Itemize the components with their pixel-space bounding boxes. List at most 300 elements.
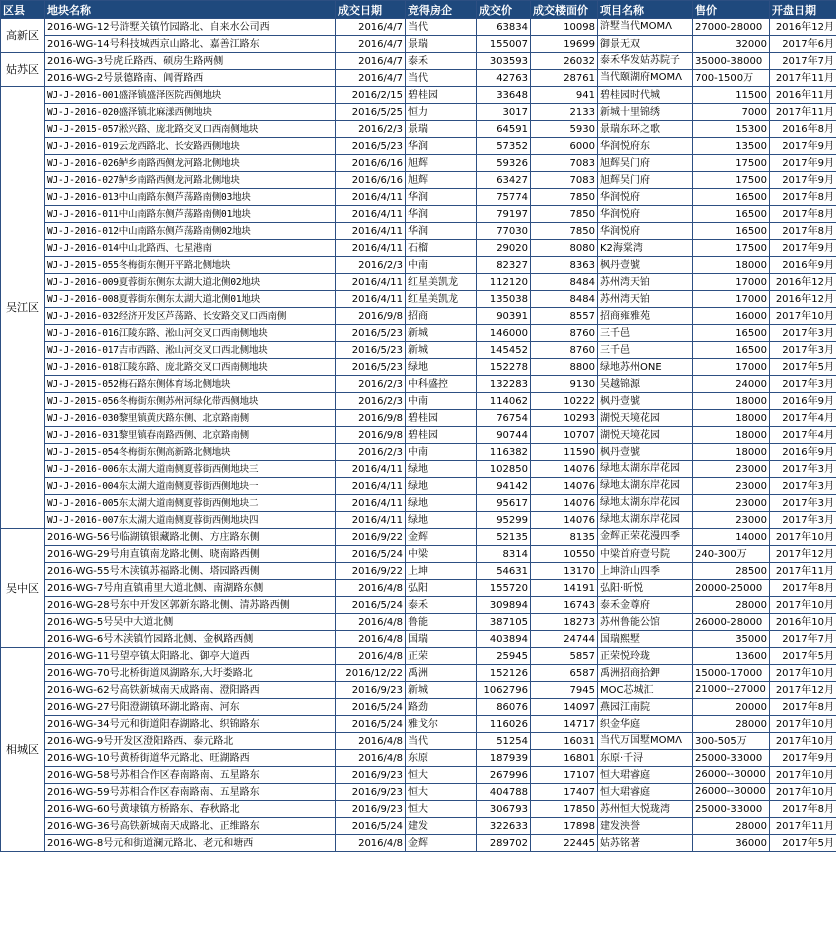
deal-price-cell: 95617 <box>477 495 531 512</box>
floor-price-cell: 7083 <box>531 172 598 189</box>
plot-name-cell: 2016-WG-11号望亭镇太阳路北、御亭大道西 <box>45 648 336 665</box>
deal-price-cell: 90744 <box>477 427 531 444</box>
deal-price-cell: 303593 <box>477 53 531 70</box>
deal-date-cell: 2016/9/8 <box>336 410 406 427</box>
opening-date-cell: 2016年12月 <box>770 274 836 291</box>
deal-price-cell: 1062796 <box>477 682 531 699</box>
plot-name-cell: WJ-J-2015-052梅石路东侧体育场北侧地块 <box>45 376 336 393</box>
deal-price-cell: 63834 <box>477 19 531 36</box>
developer-cell: 中南 <box>406 444 477 461</box>
project-name-cell: 绿地太湖东岸花园 <box>598 512 693 529</box>
developer-cell: 鲁能 <box>406 614 477 631</box>
project-name-cell: 苏州湾天铂 <box>598 274 693 291</box>
project-name-cell: 泰禾金尊府 <box>598 597 693 614</box>
deal-date-cell: 2016/2/3 <box>336 121 406 138</box>
table-row <box>1 614 836 631</box>
opening-date-cell: 2017年12月 <box>770 546 836 563</box>
header-district: 区县 <box>1 1 45 19</box>
deal-price-cell: 152126 <box>477 665 531 682</box>
deal-date-cell: 2016/4/11 <box>336 240 406 257</box>
opening-date-cell: 2017年12月 <box>770 682 836 699</box>
project-name-cell: 当代万国墅MOMΛ <box>598 733 693 750</box>
floor-price-cell: 7850 <box>531 206 598 223</box>
opening-date-cell: 2017年3月 <box>770 376 836 393</box>
project-name-cell: 新城十里锦绣 <box>598 104 693 121</box>
developer-cell: 金辉 <box>406 529 477 546</box>
table-row <box>1 495 836 512</box>
plot-name-cell: WJ-J-2016-004东太湖大道南侧夏蓉街西侧地块一 <box>45 478 336 495</box>
deal-date-cell: 2016/4/7 <box>336 36 406 53</box>
deal-price-cell: 75774 <box>477 189 531 206</box>
floor-price-cell: 8363 <box>531 257 598 274</box>
project-name-cell: 恒大珺睿庭 <box>598 767 693 784</box>
plot-name-cell: WJ-J-2016-019云龙西路北、长安路西侧地块 <box>45 138 336 155</box>
plot-name-cell: WJ-J-2016-014中山北路西、七星港南 <box>45 240 336 257</box>
deal-price-cell: 114062 <box>477 393 531 410</box>
developer-cell: 泰禾 <box>406 597 477 614</box>
sale-price-cell: 240-300万 <box>693 546 770 563</box>
deal-date-cell: 2016/12/22 <box>336 665 406 682</box>
project-name-cell: 建发泱誉 <box>598 818 693 835</box>
table-row <box>1 291 836 308</box>
deal-date-cell: 2016/4/11 <box>336 478 406 495</box>
developer-cell: 绿地 <box>406 512 477 529</box>
deal-price-cell: 187939 <box>477 750 531 767</box>
floor-price-cell: 7945 <box>531 682 598 699</box>
floor-price-cell: 7850 <box>531 223 598 240</box>
opening-date-cell: 2017年3月 <box>770 495 836 512</box>
opening-date-cell: 2017年3月 <box>770 512 836 529</box>
developer-cell: 恒大 <box>406 801 477 818</box>
district-cell: 吴中区 <box>1 529 45 648</box>
table-row <box>1 240 836 257</box>
deal-date-cell: 2016/4/7 <box>336 53 406 70</box>
opening-date-cell: 2017年11月 <box>770 70 836 87</box>
deal-price-cell: 116026 <box>477 716 531 733</box>
table-row <box>1 835 836 852</box>
deal-date-cell: 2016/4/11 <box>336 512 406 529</box>
plot-name-cell: 2016-WG-9号开发区澄阳路西、泰元路北 <box>45 733 336 750</box>
table-row <box>1 410 836 427</box>
sale-price-cell: 700-1500万 <box>693 70 770 87</box>
project-name-cell: 弘阳·昕悦 <box>598 580 693 597</box>
table-row <box>1 801 836 818</box>
floor-price-cell: 14076 <box>531 461 598 478</box>
project-name-cell: 绿地太湖东岸花园 <box>598 461 693 478</box>
deal-price-cell: 145452 <box>477 342 531 359</box>
plot-name-cell: WJ-J-2016-017吉市西路、淞山河交叉口西北侧地块 <box>45 342 336 359</box>
sale-price-cell: 17000 <box>693 359 770 376</box>
plot-name-cell: WJ-J-2016-006东太湖大道南侧夏蓉街西侧地块三 <box>45 461 336 478</box>
sale-price-cell: 28000 <box>693 716 770 733</box>
deal-price-cell: 54631 <box>477 563 531 580</box>
deal-date-cell: 2016/4/11 <box>336 291 406 308</box>
project-name-cell: 招商雍雅苑 <box>598 308 693 325</box>
floor-price-cell: 19699 <box>531 36 598 53</box>
plot-name-cell: 2016-WG-56号临湖镇银藏路北侧、方庄路东侧 <box>45 529 336 546</box>
opening-date-cell: 2017年4月 <box>770 427 836 444</box>
deal-date-cell: 2016/4/11 <box>336 189 406 206</box>
table-row <box>1 699 836 716</box>
sale-price-cell: 23000 <box>693 512 770 529</box>
sale-price-cell: 18000 <box>693 257 770 274</box>
floor-price-cell: 10293 <box>531 410 598 427</box>
sale-price-cell: 15300 <box>693 121 770 138</box>
developer-cell: 恒大 <box>406 767 477 784</box>
opening-date-cell: 2016年9月 <box>770 257 836 274</box>
opening-date-cell: 2017年8月 <box>770 699 836 716</box>
deal-date-cell: 2016/9/22 <box>336 529 406 546</box>
project-name-cell: 禹洲招商拾鉀 <box>598 665 693 682</box>
deal-date-cell: 2016/5/23 <box>336 359 406 376</box>
floor-price-cell: 10707 <box>531 427 598 444</box>
sale-price-cell: 300-505万 <box>693 733 770 750</box>
opening-date-cell: 2016年9月 <box>770 393 836 410</box>
developer-cell: 绿地 <box>406 461 477 478</box>
table-row <box>1 104 836 121</box>
opening-date-cell: 2016年10月 <box>770 614 836 631</box>
deal-price-cell: 267996 <box>477 767 531 784</box>
deal-price-cell: 404788 <box>477 784 531 801</box>
table-row <box>1 70 836 87</box>
deal-date-cell: 2016/5/23 <box>336 342 406 359</box>
deal-date-cell: 2016/4/8 <box>336 614 406 631</box>
plot-name-cell: 2016-WG-59号苏相合作区春南路南、五星路东 <box>45 784 336 801</box>
plot-name-cell: WJ-J-2016-008夏蓉街东侧东太湖大道北侧01地块 <box>45 291 336 308</box>
deal-price-cell: 86076 <box>477 699 531 716</box>
deal-price-cell: 322633 <box>477 818 531 835</box>
sale-price-cell: 21000--27000 <box>693 682 770 699</box>
project-name-cell: 苏州鲁能公馆 <box>598 614 693 631</box>
table-row <box>1 563 836 580</box>
district-cell: 吴江区 <box>1 87 45 529</box>
project-name-cell: 绿地太湖东岸花园 <box>598 478 693 495</box>
deal-date-cell: 2016/2/15 <box>336 87 406 104</box>
sale-price-cell: 32000 <box>693 36 770 53</box>
sale-price-cell: 18000 <box>693 427 770 444</box>
developer-cell: 金辉 <box>406 835 477 852</box>
floor-price-cell: 14076 <box>531 478 598 495</box>
table-row <box>1 325 836 342</box>
developer-cell: 雅戈尔 <box>406 716 477 733</box>
deal-date-cell: 2016/5/24 <box>336 699 406 716</box>
plot-name-cell: WJ-J-2015-055冬梅街东侧开平路北侧地块 <box>45 257 336 274</box>
developer-cell: 碧桂园 <box>406 87 477 104</box>
header-opening-date: 开盘日期 <box>770 1 836 19</box>
project-name-cell: 华润悦府 <box>598 206 693 223</box>
table-row <box>1 529 836 546</box>
table-row <box>1 19 836 36</box>
floor-price-cell: 26032 <box>531 53 598 70</box>
opening-date-cell: 2016年9月 <box>770 444 836 461</box>
deal-date-cell: 2016/9/23 <box>336 682 406 699</box>
deal-price-cell: 152278 <box>477 359 531 376</box>
deal-price-cell: 289702 <box>477 835 531 852</box>
floor-price-cell: 5857 <box>531 648 598 665</box>
project-name-cell: 湖悦天境花园 <box>598 410 693 427</box>
opening-date-cell: 2017年6月 <box>770 36 836 53</box>
deal-price-cell: 77030 <box>477 223 531 240</box>
opening-date-cell: 2017年9月 <box>770 172 836 189</box>
plot-name-cell: 2016-WG-70号北桥街道凤湖路东,大圩娄路北 <box>45 665 336 682</box>
floor-price-cell: 8484 <box>531 291 598 308</box>
project-name-cell: 苏州恒大悦珑湾 <box>598 801 693 818</box>
sale-price-cell: 36000 <box>693 835 770 852</box>
developer-cell: 上坤 <box>406 563 477 580</box>
header-deal-date: 成交日期 <box>336 1 406 19</box>
deal-price-cell: 95299 <box>477 512 531 529</box>
sale-price-cell: 27000-28000 <box>693 19 770 36</box>
project-name-cell: 姑苏铭著 <box>598 835 693 852</box>
table-body <box>1 19 836 852</box>
sale-price-cell: 23000 <box>693 478 770 495</box>
developer-cell: 国瑞 <box>406 631 477 648</box>
developer-cell: 绿地 <box>406 359 477 376</box>
deal-date-cell: 2016/2/3 <box>336 257 406 274</box>
deal-date-cell: 2016/4/8 <box>336 580 406 597</box>
sale-price-cell: 28000 <box>693 597 770 614</box>
opening-date-cell: 2017年10月 <box>770 597 836 614</box>
sale-price-cell: 13500 <box>693 138 770 155</box>
sale-price-cell: 14000 <box>693 529 770 546</box>
deal-date-cell: 2016/5/24 <box>336 546 406 563</box>
sale-price-cell: 18000 <box>693 393 770 410</box>
deal-price-cell: 3017 <box>477 104 531 121</box>
developer-cell: 中南 <box>406 393 477 410</box>
plot-name-cell: 2016-WG-62号高铁新城南天成路南、澄阳路西 <box>45 682 336 699</box>
table-row <box>1 767 836 784</box>
opening-date-cell: 2017年8月 <box>770 189 836 206</box>
table-row <box>1 818 836 835</box>
sale-price-cell: 18000 <box>693 444 770 461</box>
project-name-cell: MOC芯城汇 <box>598 682 693 699</box>
header-project-name: 项目名称 <box>598 1 693 19</box>
plot-name-cell: 2016-WG-34号元和街道阳春湖路北、织锦路东 <box>45 716 336 733</box>
table-row <box>1 546 836 563</box>
developer-cell: 中南 <box>406 257 477 274</box>
table-row <box>1 580 836 597</box>
deal-date-cell: 2016/9/22 <box>336 563 406 580</box>
table-row <box>1 36 836 53</box>
district-cell: 高新区 <box>1 19 45 53</box>
opening-date-cell: 2016年12月 <box>770 291 836 308</box>
opening-date-cell: 2017年10月 <box>770 529 836 546</box>
plot-name-cell: 2016-WG-58号苏相合作区春南路南、五星路东 <box>45 767 336 784</box>
sale-price-cell: 23000 <box>693 461 770 478</box>
sale-price-cell: 7000 <box>693 104 770 121</box>
header-deal-price: 成交价 <box>477 1 531 19</box>
project-name-cell: 碧桂园时代城 <box>598 87 693 104</box>
deal-price-cell: 309894 <box>477 597 531 614</box>
plot-name-cell: 2016-WG-12号浒墅关镇竹园路北、自来水公司西 <box>45 19 336 36</box>
floor-price-cell: 18273 <box>531 614 598 631</box>
opening-date-cell: 2017年3月 <box>770 461 836 478</box>
developer-cell: 绿地 <box>406 478 477 495</box>
project-name-cell: 枫丹壹號 <box>598 444 693 461</box>
sale-price-cell: 17500 <box>693 240 770 257</box>
deal-price-cell: 42763 <box>477 70 531 87</box>
developer-cell: 新城 <box>406 682 477 699</box>
deal-date-cell: 2016/9/23 <box>336 767 406 784</box>
deal-date-cell: 2016/9/8 <box>336 427 406 444</box>
developer-cell: 碧桂园 <box>406 410 477 427</box>
sale-price-cell: 16500 <box>693 189 770 206</box>
opening-date-cell: 2017年8月 <box>770 801 836 818</box>
deal-price-cell: 33648 <box>477 87 531 104</box>
plot-name-cell: WJ-J-2015-057淞兴路、庞北路交叉口西南侧地块 <box>45 121 336 138</box>
project-name-cell: 旭辉吴门府 <box>598 172 693 189</box>
sale-price-cell: 35000 <box>693 631 770 648</box>
project-name-cell: 织金华庭 <box>598 716 693 733</box>
project-name-cell: 旭辉吴门府 <box>598 155 693 172</box>
opening-date-cell: 2017年11月 <box>770 104 836 121</box>
sale-price-cell: 26000--30000 <box>693 767 770 784</box>
deal-price-cell: 135038 <box>477 291 531 308</box>
sale-price-cell: 28500 <box>693 563 770 580</box>
opening-date-cell: 2017年10月 <box>770 767 836 784</box>
project-name-cell: 绿地苏州ONE <box>598 359 693 376</box>
table-row <box>1 478 836 495</box>
plot-name-cell: 2016-WG-8号元和街道澜元路北、老元和塘西 <box>45 835 336 852</box>
deal-price-cell: 82327 <box>477 257 531 274</box>
deal-date-cell: 2016/9/23 <box>336 784 406 801</box>
developer-cell: 弘阳 <box>406 580 477 597</box>
plot-name-cell: WJ-J-2016-009夏蓉街东侧东太湖大道北侧02地块 <box>45 274 336 291</box>
district-cell: 相城区 <box>1 648 45 852</box>
table-row <box>1 138 836 155</box>
deal-date-cell: 2016/6/16 <box>336 172 406 189</box>
sale-price-cell: 16500 <box>693 223 770 240</box>
project-name-cell: 中梁首府壹号院 <box>598 546 693 563</box>
developer-cell: 泰禾 <box>406 53 477 70</box>
project-name-cell: 绿地太湖东岸花园 <box>598 495 693 512</box>
table-row <box>1 716 836 733</box>
project-name-cell: 湖悦天境花园 <box>598 427 693 444</box>
opening-date-cell: 2017年10月 <box>770 784 836 801</box>
developer-cell: 景瑞 <box>406 121 477 138</box>
floor-price-cell: 6000 <box>531 138 598 155</box>
table-row <box>1 121 836 138</box>
sale-price-cell: 17000 <box>693 274 770 291</box>
plot-name-cell: 2016-WG-7号甪直镇甫里大道北侧、南湖路东侧 <box>45 580 336 597</box>
table-row <box>1 257 836 274</box>
sale-price-cell: 17500 <box>693 172 770 189</box>
table-row <box>1 597 836 614</box>
deal-date-cell: 2016/2/3 <box>336 444 406 461</box>
developer-cell: 新城 <box>406 325 477 342</box>
deal-date-cell: 2016/4/11 <box>336 461 406 478</box>
deal-date-cell: 2016/4/7 <box>336 19 406 36</box>
table-row <box>1 87 836 104</box>
plot-name-cell: WJ-J-2016-012中山南路东侧芦荡路南侧02地块 <box>45 223 336 240</box>
table-row <box>1 155 836 172</box>
opening-date-cell: 2017年7月 <box>770 53 836 70</box>
floor-price-cell: 24744 <box>531 631 598 648</box>
floor-price-cell: 9130 <box>531 376 598 393</box>
plot-name-cell: 2016-WG-60号黄埭镇方桥路东、春秋路北 <box>45 801 336 818</box>
deal-price-cell: 90391 <box>477 308 531 325</box>
floor-price-cell: 14076 <box>531 495 598 512</box>
deal-date-cell: 2016/4/8 <box>336 733 406 750</box>
opening-date-cell: 2017年4月 <box>770 410 836 427</box>
table-row <box>1 461 836 478</box>
project-name-cell: 苏州湾天铂 <box>598 291 693 308</box>
floor-price-cell: 10222 <box>531 393 598 410</box>
opening-date-cell: 2017年3月 <box>770 342 836 359</box>
deal-price-cell: 29020 <box>477 240 531 257</box>
deal-date-cell: 2016/4/8 <box>336 648 406 665</box>
plot-name-cell: 2016-WG-3号虎丘路西、硕房生路两侧 <box>45 53 336 70</box>
deal-date-cell: 2016/5/24 <box>336 818 406 835</box>
floor-price-cell: 8760 <box>531 325 598 342</box>
deal-price-cell: 116382 <box>477 444 531 461</box>
project-name-cell: 华润悦府东 <box>598 138 693 155</box>
sale-price-cell: 17000 <box>693 291 770 308</box>
sale-price-cell: 16000 <box>693 308 770 325</box>
project-name-cell: 枫丹壹號 <box>598 257 693 274</box>
sale-price-cell: 25000-33000 <box>693 750 770 767</box>
opening-date-cell: 2017年3月 <box>770 325 836 342</box>
plot-name-cell: WJ-J-2016-031黎里镇春南路西侧、北京路南侧 <box>45 427 336 444</box>
deal-price-cell: 112120 <box>477 274 531 291</box>
sale-price-cell: 15000-17000 <box>693 665 770 682</box>
sale-price-cell: 11500 <box>693 87 770 104</box>
table-row <box>1 342 836 359</box>
developer-cell: 建发 <box>406 818 477 835</box>
deal-price-cell: 64591 <box>477 121 531 138</box>
table-row <box>1 359 836 376</box>
developer-cell: 景瑞 <box>406 36 477 53</box>
developer-cell: 中梁 <box>406 546 477 563</box>
deal-date-cell: 2016/2/3 <box>336 376 406 393</box>
opening-date-cell: 2017年10月 <box>770 308 836 325</box>
plot-name-cell: WJ-J-2016-016江陵东路、淞山河交叉口西南侧地块 <box>45 325 336 342</box>
plot-name-cell: WJ-J-2016-011中山南路东侧芦荡路南侧01地块 <box>45 206 336 223</box>
sale-price-cell: 16500 <box>693 342 770 359</box>
developer-cell: 绿地 <box>406 495 477 512</box>
floor-price-cell: 14097 <box>531 699 598 716</box>
deal-date-cell: 2016/5/25 <box>336 104 406 121</box>
floor-price-cell: 17407 <box>531 784 598 801</box>
project-name-cell: 浒墅当代MOMΛ <box>598 19 693 36</box>
plot-name-cell: 2016-WG-6号木渎镇竹园路北侧、金枫路西侧 <box>45 631 336 648</box>
table-row <box>1 665 836 682</box>
sale-price-cell: 28000 <box>693 818 770 835</box>
sale-price-cell: 25000-33000 <box>693 801 770 818</box>
table-row <box>1 274 836 291</box>
developer-cell: 中科盛控 <box>406 376 477 393</box>
table-row <box>1 376 836 393</box>
plot-name-cell: WJ-J-2015-054冬梅街东侧高新路北侧地块 <box>45 444 336 461</box>
project-name-cell: 燕园江南院 <box>598 699 693 716</box>
opening-date-cell: 2017年11月 <box>770 563 836 580</box>
plot-name-cell: 2016-WG-29号甪直镇南龙路北侧、晓南路西侧 <box>45 546 336 563</box>
opening-date-cell: 2017年9月 <box>770 138 836 155</box>
sale-price-cell: 13600 <box>693 648 770 665</box>
deal-date-cell: 2016/5/24 <box>336 716 406 733</box>
developer-cell: 恒大 <box>406 784 477 801</box>
floor-price-cell: 22445 <box>531 835 598 852</box>
plot-name-cell: 2016-WG-5号吴中大道北侧 <box>45 614 336 631</box>
opening-date-cell: 2016年8月 <box>770 121 836 138</box>
deal-price-cell: 8314 <box>477 546 531 563</box>
developer-cell: 旭辉 <box>406 172 477 189</box>
table-row <box>1 206 836 223</box>
sale-price-cell: 20000 <box>693 699 770 716</box>
developer-cell: 红星美凯龙 <box>406 291 477 308</box>
deal-date-cell: 2016/9/23 <box>336 801 406 818</box>
developer-cell: 华润 <box>406 223 477 240</box>
